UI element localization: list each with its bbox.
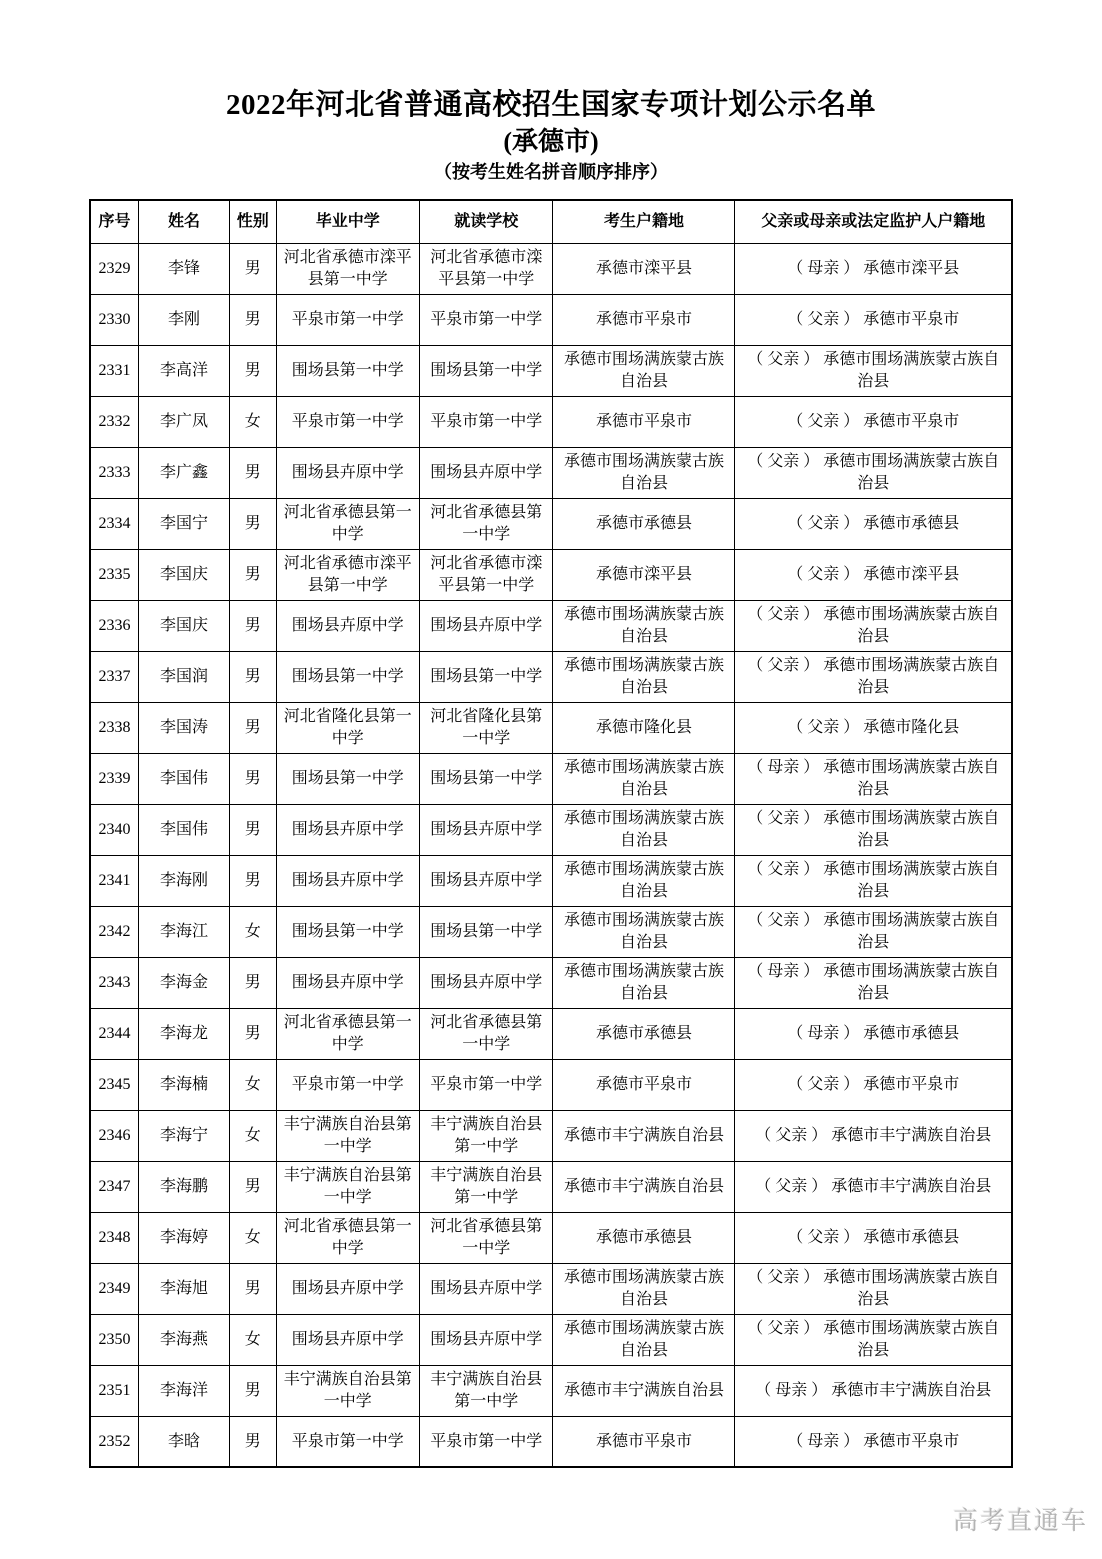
table-cell: 承德市围场满族蒙古族自治县	[553, 753, 735, 804]
table-cell: 围场县卉原中学	[276, 1263, 420, 1314]
table-row	[90, 1263, 1012, 1314]
table-cell: 男	[230, 702, 277, 753]
table-cell: 丰宁满族自治县第一中学	[420, 1110, 553, 1161]
table-cell: 男	[230, 1263, 277, 1314]
table-cell: 李海龙	[139, 1008, 230, 1059]
table-cell: 围场县卉原中学	[420, 447, 553, 498]
table-cell: 承德市滦平县	[553, 549, 735, 600]
table-cell: 河北省承德县第一中学	[276, 1008, 420, 1059]
table-cell: 李锋	[139, 243, 230, 294]
table-cell: 河北省承德县第一中学	[420, 498, 553, 549]
table-cell: 李海鹏	[139, 1161, 230, 1212]
table-cell: 围场县卉原中学	[276, 1314, 420, 1365]
table-row	[90, 600, 1012, 651]
sort-order-note: （按考生姓名拼音顺序排序）	[434, 161, 668, 182]
table-cell: 承德市滦平县	[553, 243, 735, 294]
table-cell: 2339	[90, 753, 139, 804]
table-row	[90, 1110, 1012, 1161]
table-cell: 承德市承德县	[553, 498, 735, 549]
table-cell: （ 父亲 ） 承德市平泉市	[735, 396, 1012, 447]
table-cell: 李海刚	[139, 855, 230, 906]
table-row	[90, 1314, 1012, 1365]
column-header: 姓名	[139, 200, 230, 244]
table-cell: 承德市围场满族蒙古族自治县	[553, 651, 735, 702]
table-cell: 河北省承德市滦平县第一中学	[276, 243, 420, 294]
table-cell: 平泉市第一中学	[276, 294, 420, 345]
table-cell: 李国涛	[139, 702, 230, 753]
table-cell: 承德市围场满族蒙古族自治县	[553, 906, 735, 957]
column-header: 序号	[90, 200, 139, 244]
table-header-row	[90, 200, 1012, 244]
table-row	[90, 957, 1012, 1008]
table-cell: 男	[230, 651, 277, 702]
table-cell: 女	[230, 1212, 277, 1263]
table-cell: 承德市丰宁满族自治县	[553, 1110, 735, 1161]
table-row	[90, 702, 1012, 753]
table-cell: 平泉市第一中学	[420, 294, 553, 345]
column-header: 父亲或母亲或法定监护人户籍地	[735, 200, 1012, 244]
table-cell: 李海宁	[139, 1110, 230, 1161]
table-cell: 2341	[90, 855, 139, 906]
table-cell: 2336	[90, 600, 139, 651]
table-cell: 男	[230, 855, 277, 906]
table-cell: 2351	[90, 1365, 139, 1416]
table-cell: 围场县卉原中学	[276, 957, 420, 1008]
table-cell: 2344	[90, 1008, 139, 1059]
table-cell: 承德市承德县	[553, 1212, 735, 1263]
table-cell: 李国宁	[139, 498, 230, 549]
table-cell: 承德市平泉市	[553, 396, 735, 447]
table-cell: 围场县卉原中学	[420, 804, 553, 855]
table-cell: 李广鑫	[139, 447, 230, 498]
table-cell: （ 母亲 ） 承德市丰宁满族自治县	[735, 1365, 1012, 1416]
table-cell: 男	[230, 294, 277, 345]
table-cell: 男	[230, 1008, 277, 1059]
table-cell: （ 父亲 ） 承德市承德县	[735, 1212, 1012, 1263]
table-cell: 围场县卉原中学	[420, 1314, 553, 1365]
column-header: 考生户籍地	[553, 200, 735, 244]
table-cell: （ 父亲 ） 承德市丰宁满族自治县	[735, 1161, 1012, 1212]
table-cell: 男	[230, 804, 277, 855]
table-cell: 围场县卉原中学	[420, 600, 553, 651]
table-cell: （ 父亲 ） 承德市平泉市	[735, 1059, 1012, 1110]
table-cell: 承德市围场满族蒙古族自治县	[553, 1314, 735, 1365]
table-row	[90, 294, 1012, 345]
table-cell: 男	[230, 600, 277, 651]
column-header: 毕业中学	[276, 200, 420, 244]
table-cell: 男	[230, 345, 277, 396]
table-cell: 河北省隆化县第一中学	[276, 702, 420, 753]
table-cell: （ 父亲 ） 承德市围场满族蒙古族自治县	[735, 1263, 1012, 1314]
table-cell: 李海燕	[139, 1314, 230, 1365]
table-cell: 女	[230, 1059, 277, 1110]
table-cell: 平泉市第一中学	[420, 396, 553, 447]
table-cell: 2340	[90, 804, 139, 855]
table-cell: 2350	[90, 1314, 139, 1365]
table-cell: （ 父亲 ） 承德市平泉市	[735, 294, 1012, 345]
table-cell: 围场县第一中学	[276, 753, 420, 804]
table-cell: 李海洋	[139, 1365, 230, 1416]
table-body	[90, 243, 1012, 1467]
table-cell: 女	[230, 906, 277, 957]
table-row	[90, 549, 1012, 600]
table-cell: 2335	[90, 549, 139, 600]
table-cell: 李海楠	[139, 1059, 230, 1110]
table-cell: 2343	[90, 957, 139, 1008]
table-cell: （ 父亲 ） 承德市围场满族蒙古族自治县	[735, 855, 1012, 906]
table-cell: 河北省隆化县第一中学	[420, 702, 553, 753]
table-cell: 围场县卉原中学	[420, 1263, 553, 1314]
table-cell: 2348	[90, 1212, 139, 1263]
table-cell: 平泉市第一中学	[276, 1059, 420, 1110]
table-cell: 围场县卉原中学	[420, 855, 553, 906]
table-cell: （ 父亲 ） 承德市隆化县	[735, 702, 1012, 753]
table-cell: 围场县卉原中学	[420, 957, 553, 1008]
table-cell: （ 父亲 ） 承德市围场满族蒙古族自治县	[735, 651, 1012, 702]
table-cell: 围场县第一中学	[420, 906, 553, 957]
table-cell: （ 父亲 ） 承德市围场满族蒙古族自治县	[735, 804, 1012, 855]
table-row	[90, 345, 1012, 396]
table-cell: 女	[230, 1110, 277, 1161]
table-cell: （ 母亲 ） 承德市平泉市	[735, 1416, 1012, 1467]
title-block	[0, 0, 1102, 184]
table-cell: 河北省承德市滦平县第一中学	[276, 549, 420, 600]
table-cell: 男	[230, 447, 277, 498]
table-cell: 2333	[90, 447, 139, 498]
table-cell: 承德市丰宁满族自治县	[553, 1161, 735, 1212]
table-cell: 李晗	[139, 1416, 230, 1467]
table-cell: 李国庆	[139, 549, 230, 600]
table-cell: 2329	[90, 243, 139, 294]
table-cell: 丰宁满族自治县第一中学	[276, 1161, 420, 1212]
table-cell: 河北省承德县第一中学	[276, 498, 420, 549]
table-cell: 承德市平泉市	[553, 1416, 735, 1467]
table-row	[90, 1008, 1012, 1059]
table-cell: 承德市围场满族蒙古族自治县	[553, 957, 735, 1008]
table-row	[90, 498, 1012, 549]
table-cell: 河北省承德市滦平县第一中学	[420, 549, 553, 600]
table-cell: 男	[230, 549, 277, 600]
table-cell: 丰宁满族自治县第一中学	[276, 1110, 420, 1161]
table-cell: 围场县第一中学	[420, 651, 553, 702]
table-cell: 围场县第一中学	[420, 345, 553, 396]
table-cell: （ 母亲 ） 承德市滦平县	[735, 243, 1012, 294]
table-row	[90, 447, 1012, 498]
table-cell: 男	[230, 243, 277, 294]
table-cell: 承德市丰宁满族自治县	[553, 1365, 735, 1416]
table-cell: 李海金	[139, 957, 230, 1008]
column-header: 性别	[230, 200, 277, 244]
table-cell: 承德市围场满族蒙古族自治县	[553, 600, 735, 651]
column-header: 就读学校	[420, 200, 553, 244]
table-cell: （ 母亲 ） 承德市围场满族蒙古族自治县	[735, 957, 1012, 1008]
table-cell: 2347	[90, 1161, 139, 1212]
table-cell: 李海婷	[139, 1212, 230, 1263]
page-subtitle: (承德市)	[503, 126, 599, 156]
table-cell: 男	[230, 1416, 277, 1467]
table-cell: 承德市围场满族蒙古族自治县	[553, 804, 735, 855]
table-cell: 河北省承德县第一中学	[420, 1212, 553, 1263]
students-table	[89, 199, 1013, 1469]
table-cell: 河北省承德县第一中学	[420, 1008, 553, 1059]
table-cell: 李海江	[139, 906, 230, 957]
table-cell: 女	[230, 1314, 277, 1365]
table-cell: 平泉市第一中学	[276, 396, 420, 447]
table-cell: （ 父亲 ） 承德市承德县	[735, 498, 1012, 549]
table-cell: 女	[230, 396, 277, 447]
table-cell: （ 父亲 ） 承德市围场满族蒙古族自治县	[735, 1314, 1012, 1365]
table-cell: 围场县卉原中学	[276, 447, 420, 498]
table-cell: 丰宁满族自治县第一中学	[420, 1161, 553, 1212]
table-cell: （ 父亲 ） 承德市围场满族蒙古族自治县	[735, 906, 1012, 957]
table-cell: 围场县卉原中学	[276, 600, 420, 651]
table-cell: 承德市围场满族蒙古族自治县	[553, 447, 735, 498]
table-cell: 围场县第一中学	[420, 753, 553, 804]
table-row	[90, 1416, 1012, 1467]
table-cell: 围场县第一中学	[276, 906, 420, 957]
table-cell: 丰宁满族自治县第一中学	[276, 1365, 420, 1416]
table-cell: 承德市平泉市	[553, 294, 735, 345]
table-cell: 男	[230, 1365, 277, 1416]
table-row	[90, 243, 1012, 294]
table-cell: 李国润	[139, 651, 230, 702]
table-cell: 李高洋	[139, 345, 230, 396]
table-cell: 围场县第一中学	[276, 651, 420, 702]
table-cell: 河北省承德市滦平县第一中学	[420, 243, 553, 294]
table-cell: （ 父亲 ） 承德市围场满族蒙古族自治县	[735, 345, 1012, 396]
table-row	[90, 1161, 1012, 1212]
table-cell: （ 父亲 ） 承德市滦平县	[735, 549, 1012, 600]
table-cell: 2331	[90, 345, 139, 396]
table-cell: 2334	[90, 498, 139, 549]
table-cell: 平泉市第一中学	[276, 1416, 420, 1467]
table-cell: （ 父亲 ） 承德市围场满族蒙古族自治县	[735, 447, 1012, 498]
table-row	[90, 804, 1012, 855]
table-cell: 2338	[90, 702, 139, 753]
table-cell: 承德市隆化县	[553, 702, 735, 753]
table-cell: 2346	[90, 1110, 139, 1161]
watermark: 高考直通车	[952, 1508, 1088, 1535]
table-cell: 男	[230, 498, 277, 549]
table-cell: 承德市围场满族蒙古族自治县	[553, 1263, 735, 1314]
table-row	[90, 1212, 1012, 1263]
table-cell: 承德市平泉市	[553, 1059, 735, 1110]
table-cell: 平泉市第一中学	[420, 1416, 553, 1467]
table-cell: 围场县卉原中学	[276, 804, 420, 855]
table-cell: （ 父亲 ） 承德市丰宁满族自治县	[735, 1110, 1012, 1161]
table-cell: （ 母亲 ） 承德市围场满族蒙古族自治县	[735, 753, 1012, 804]
table-cell: 男	[230, 957, 277, 1008]
table-row	[90, 1059, 1012, 1110]
table-row	[90, 1365, 1012, 1416]
table-cell: 围场县第一中学	[276, 345, 420, 396]
table-cell: 围场县卉原中学	[276, 855, 420, 906]
table-cell: 李刚	[139, 294, 230, 345]
table-cell: （ 母亲 ） 承德市承德县	[735, 1008, 1012, 1059]
table-row	[90, 651, 1012, 702]
table-cell: 男	[230, 753, 277, 804]
table-cell: 丰宁满族自治县第一中学	[420, 1365, 553, 1416]
table-row	[90, 906, 1012, 957]
table-cell: 河北省承德县第一中学	[276, 1212, 420, 1263]
table-cell: 2332	[90, 396, 139, 447]
table-cell: 2345	[90, 1059, 139, 1110]
table-cell: 2342	[90, 906, 139, 957]
table-cell: 承德市围场满族蒙古族自治县	[553, 345, 735, 396]
table-cell: （ 父亲 ） 承德市围场满族蒙古族自治县	[735, 600, 1012, 651]
table-row	[90, 855, 1012, 906]
table-cell: 平泉市第一中学	[420, 1059, 553, 1110]
table-row	[90, 396, 1012, 447]
table-cell: 李国伟	[139, 753, 230, 804]
table-cell: 2337	[90, 651, 139, 702]
table-cell: 2349	[90, 1263, 139, 1314]
table-cell: 承德市围场满族蒙古族自治县	[553, 855, 735, 906]
table-cell: 李广凤	[139, 396, 230, 447]
table-cell: 2352	[90, 1416, 139, 1467]
table-cell: 李国庆	[139, 600, 230, 651]
table-row	[90, 753, 1012, 804]
table-cell: 李国伟	[139, 804, 230, 855]
table-cell: 2330	[90, 294, 139, 345]
table-cell: 男	[230, 1161, 277, 1212]
table-cell: 李海旭	[139, 1263, 230, 1314]
page-title: 2022年河北省普通高校招生国家专项计划公示名单	[225, 89, 876, 121]
table-cell: 承德市承德县	[553, 1008, 735, 1059]
